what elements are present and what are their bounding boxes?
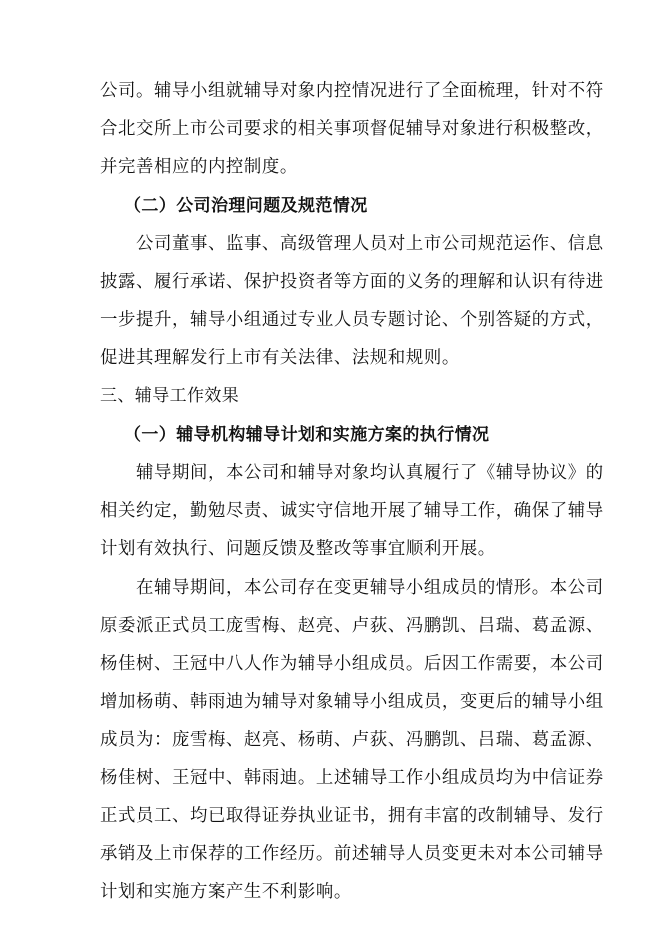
section-heading-plan-execution: （一）辅导机构辅导计划和实施方案的执行情况 bbox=[124, 425, 490, 445]
paragraph-4-line-2: 原委派正式员工庞雪梅、赵亮、卢荻、冯鹏凯、吕瑞、葛孟源、 bbox=[100, 616, 604, 636]
paragraph-4-line-4: 增加杨萌、韩雨迪为辅导对象辅导小组成员，变更后的辅导小组 bbox=[100, 692, 604, 712]
section-heading-governance: （二）公司治理问题及规范情况 bbox=[124, 196, 368, 216]
paragraph-3-line-2: 相关约定，勤勉尽责、诚实守信地开展了辅导工作，确保了辅导 bbox=[100, 501, 604, 521]
paragraph-2-line-4: 促进其理解发行上市有关法律、法规和规则。 bbox=[100, 348, 460, 368]
paragraph-2-line-2: 披露、履行承诺、保护投资者等方面的义务的理解和认识有待进 bbox=[100, 272, 604, 292]
chapter-heading-effects: 三、辅导工作效果 bbox=[100, 386, 240, 406]
paragraph-3-line-1: 辅导期间，本公司和辅导对象均认真履行了《辅导协议》的 bbox=[136, 463, 604, 483]
paragraph-1-line-3: 并完善相应的内控制度。 bbox=[100, 157, 298, 177]
paragraph-1-line-1: 公司。辅导小组就辅导对象内控情况进行了全面梳理，针对不符 bbox=[100, 81, 604, 101]
paragraph-4-line-3: 杨佳树、王冠中八人作为辅导小组成员。后因工作需要，本公司 bbox=[100, 654, 604, 674]
paragraph-4-line-6: 杨佳树、王冠中、韩雨迪。上述辅导工作小组成员均为中信证券 bbox=[100, 768, 604, 788]
paragraph-4-line-9: 计划和实施方案产生不利影响。 bbox=[100, 882, 352, 902]
paragraph-4-line-5: 成员为：庞雪梅、赵亮、杨萌、卢荻、冯鹏凯、吕瑞、葛孟源、 bbox=[100, 730, 604, 750]
paragraph-4-line-8: 承销及上市保荐的工作经历。前述辅导人员变更未对本公司辅导 bbox=[100, 844, 604, 864]
paragraph-3-line-3: 计划有效执行、问题反馈及整改等事宜顺利开展。 bbox=[100, 539, 496, 559]
paragraph-4-line-1: 在辅导期间，本公司存在变更辅导小组成员的情形。本公司 bbox=[136, 578, 604, 598]
paragraph-2-line-3: 一步提升，辅导小组通过专业人员专题讨论、个别答疑的方式， bbox=[100, 310, 604, 330]
paragraph-1-line-2: 合北交所上市公司要求的相关事项督促辅导对象进行积极整改， bbox=[100, 119, 604, 139]
paragraph-4-line-7: 正式员工、均已取得证券执业证书，拥有丰富的改制辅导、发行 bbox=[100, 806, 604, 826]
paragraph-2-line-1: 公司董事、监事、高级管理人员对上市公司规范运作、信息 bbox=[136, 234, 604, 254]
